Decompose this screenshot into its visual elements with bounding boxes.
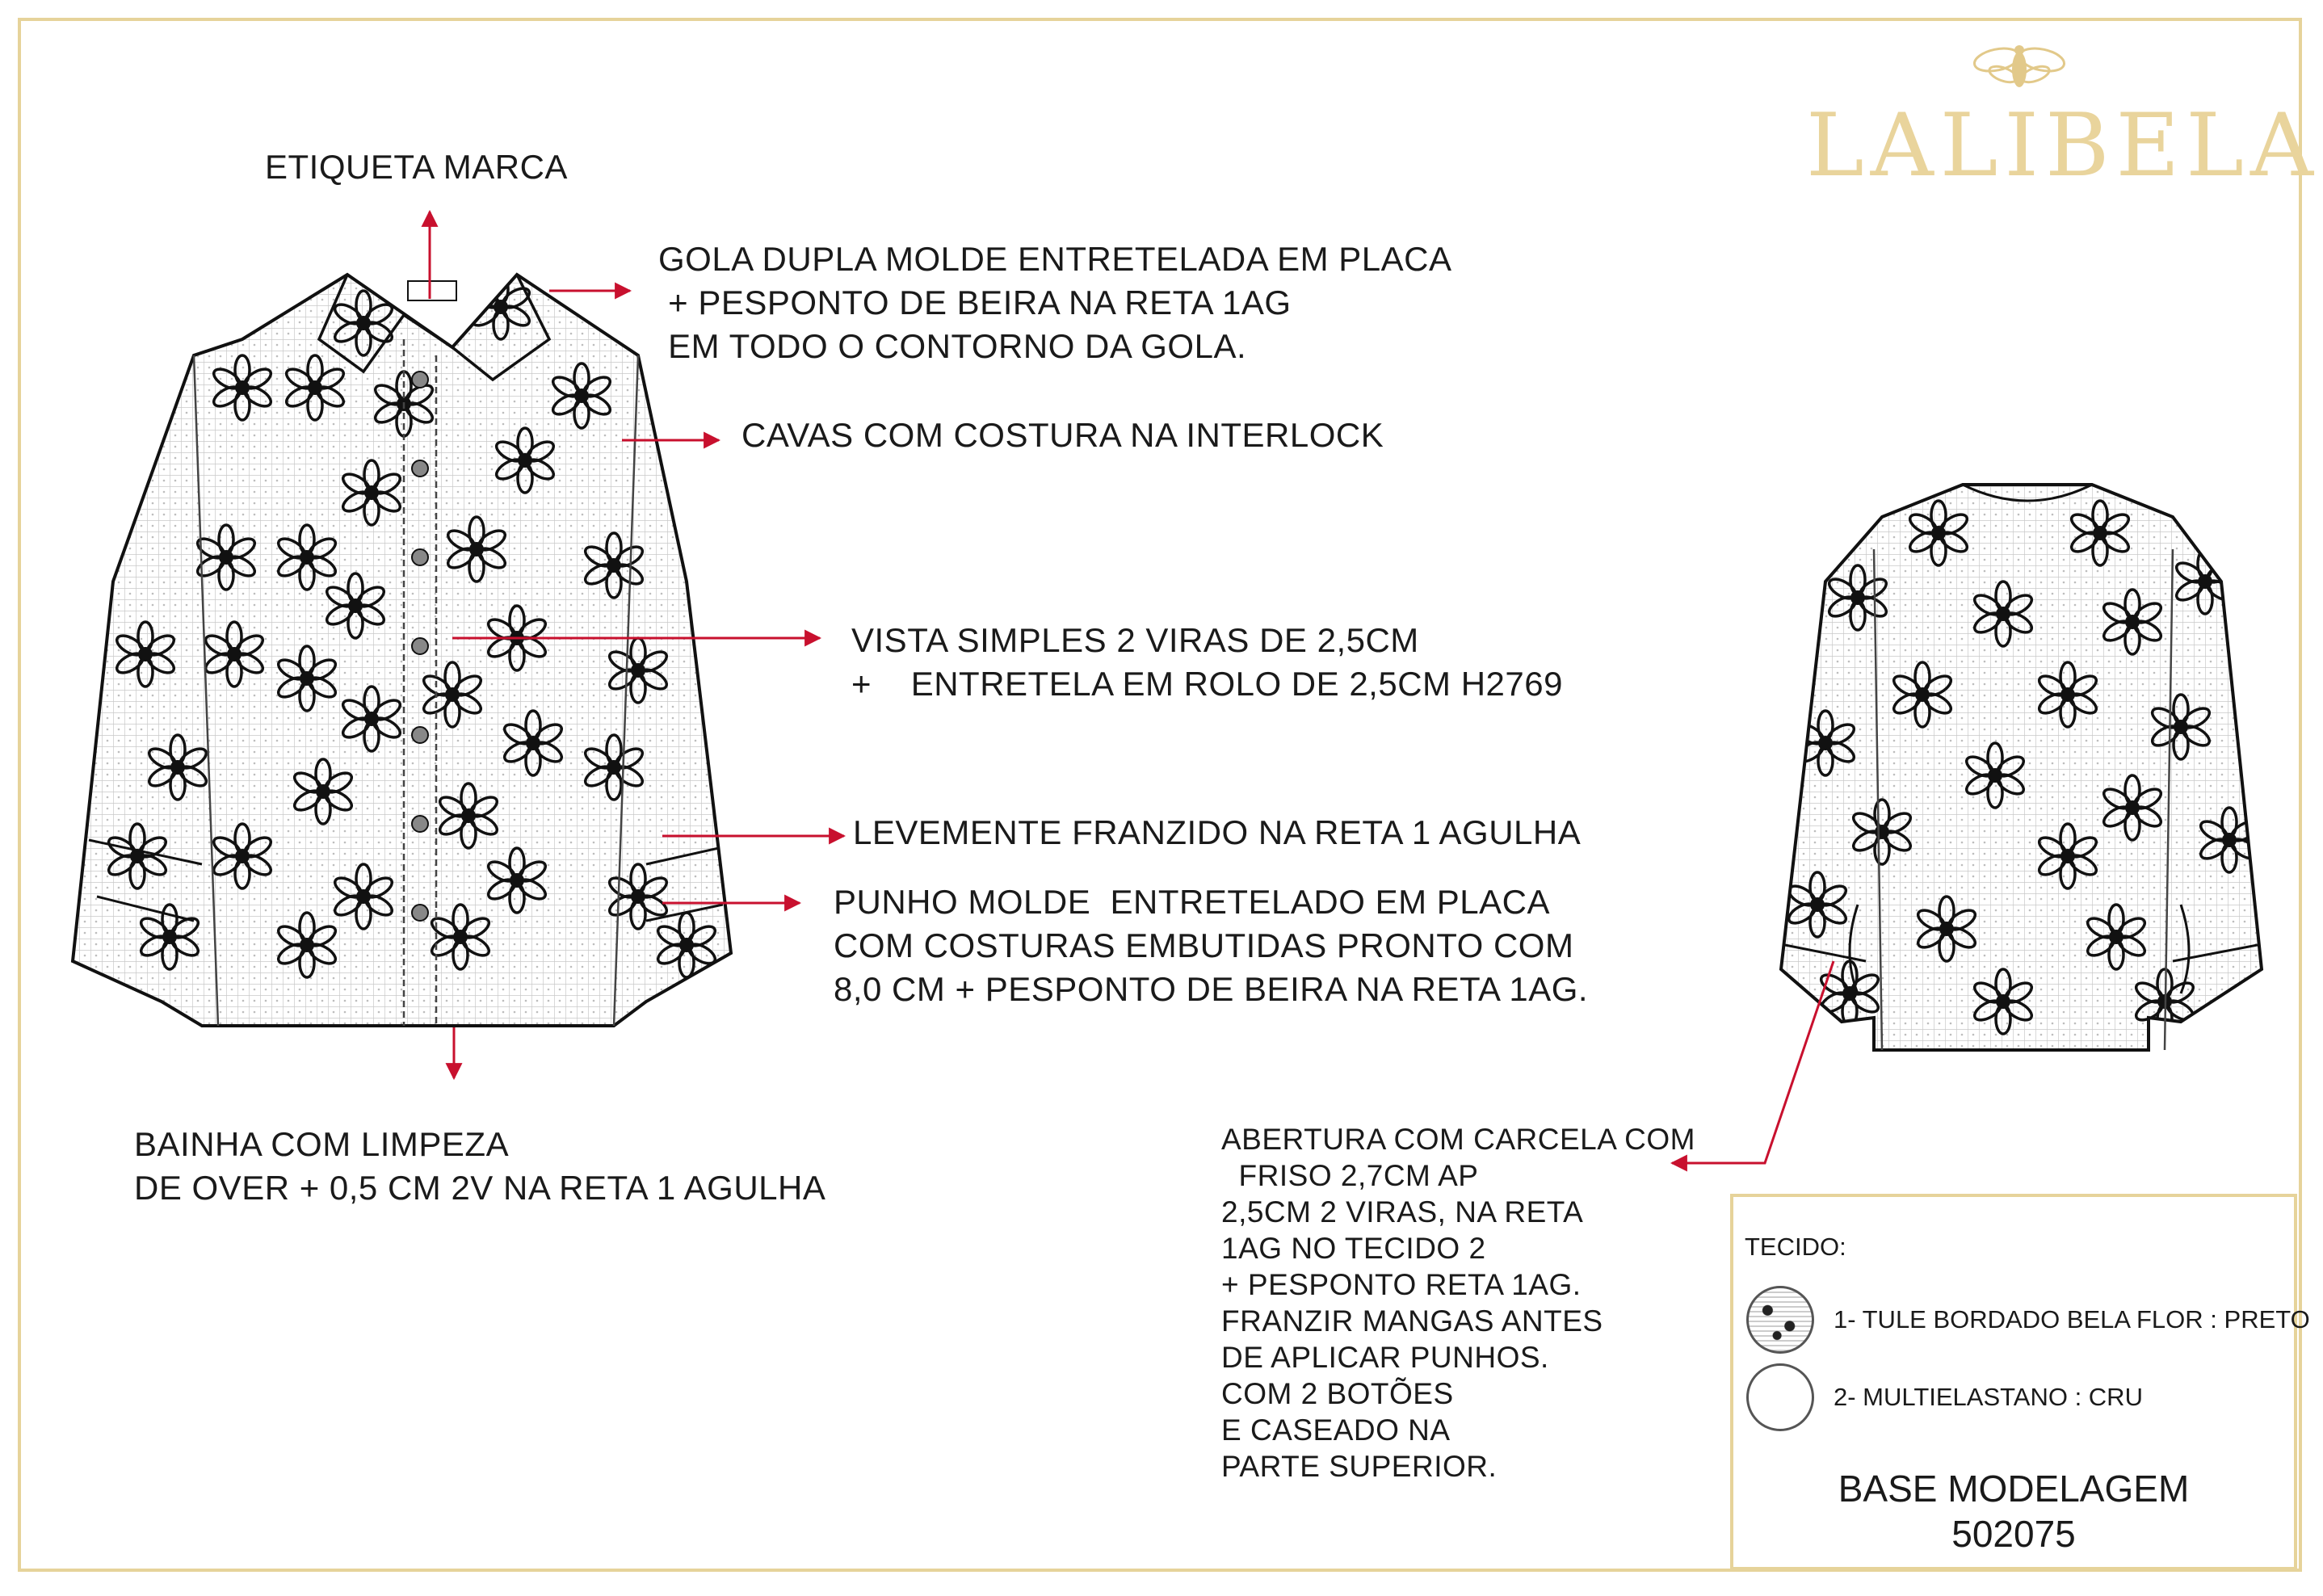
label-punho: PUNHO MOLDE ENTRETELADO EM PLACA COM COSTURAS EMBUTIDAS PRONTO COM 8,0 CM + PESPONTO DE BEIRA NA RETA 1AG. [834,883,1589,1008]
label-vista: VISTA SIMPLES 2 VIRAS DE 2,5CM + ENTRETELA EM ROLO DE 2,5CM H2769 [851,621,1563,703]
base-code: 502075 [1951,1513,2076,1555]
label-bainha: BAINHA COM LIMPEZA DE OVER + 0,5 CM 2V NA RETA 1 AGULHA [134,1125,826,1207]
fabric-info-box [1730,1194,2310,1570]
back-shirt-sketch [1777,477,2278,1058]
base-title: BASE MODELAGEM [1838,1468,2190,1510]
plain-swatch-icon [1746,1363,1814,1431]
front-shirt-sketch [65,242,743,1050]
label-franzido: LEVEMENTE FRANZIDO NA RETA 1 AGULHA [853,813,1582,851]
label-gola: GOLA DUPLA MOLDE ENTRETELADA EM PLACA + PESPONTO DE BEIRA NA RETA 1AG EM TODO O CONTORNO DA GOLA. [658,240,1452,365]
label-cavas: CAVAS COM COSTURA NA INTERLOCK [741,416,1384,454]
brand-logo: LALIBELA [1806,95,2321,196]
fabric-label: TECIDO: [1745,1233,1846,1261]
fabric-item-1: 1- TULE BORDADO BELA FLOR : PRETO [1834,1305,2310,1334]
fabric-item-2: 2- MULTIELASTANO : CRU [1834,1383,2143,1411]
label-abertura: ABERTURA COM CARCELA COM FRISO 2,7CM AP 2,5CM 2 VIRAS, NA RETA 1AG NO TECIDO 2 + PESPONTO RETA 1AG. FRANZIR MANGAS ANTES DE APLICAR PUNHOS. COM 2 BOTÕES E CASEADO NA PARTE SUPERIOR. [1221,1123,1695,1483]
label-etiqueta: ETIQUETA MARCA [265,148,568,186]
lace-swatch-icon [1746,1286,1814,1354]
